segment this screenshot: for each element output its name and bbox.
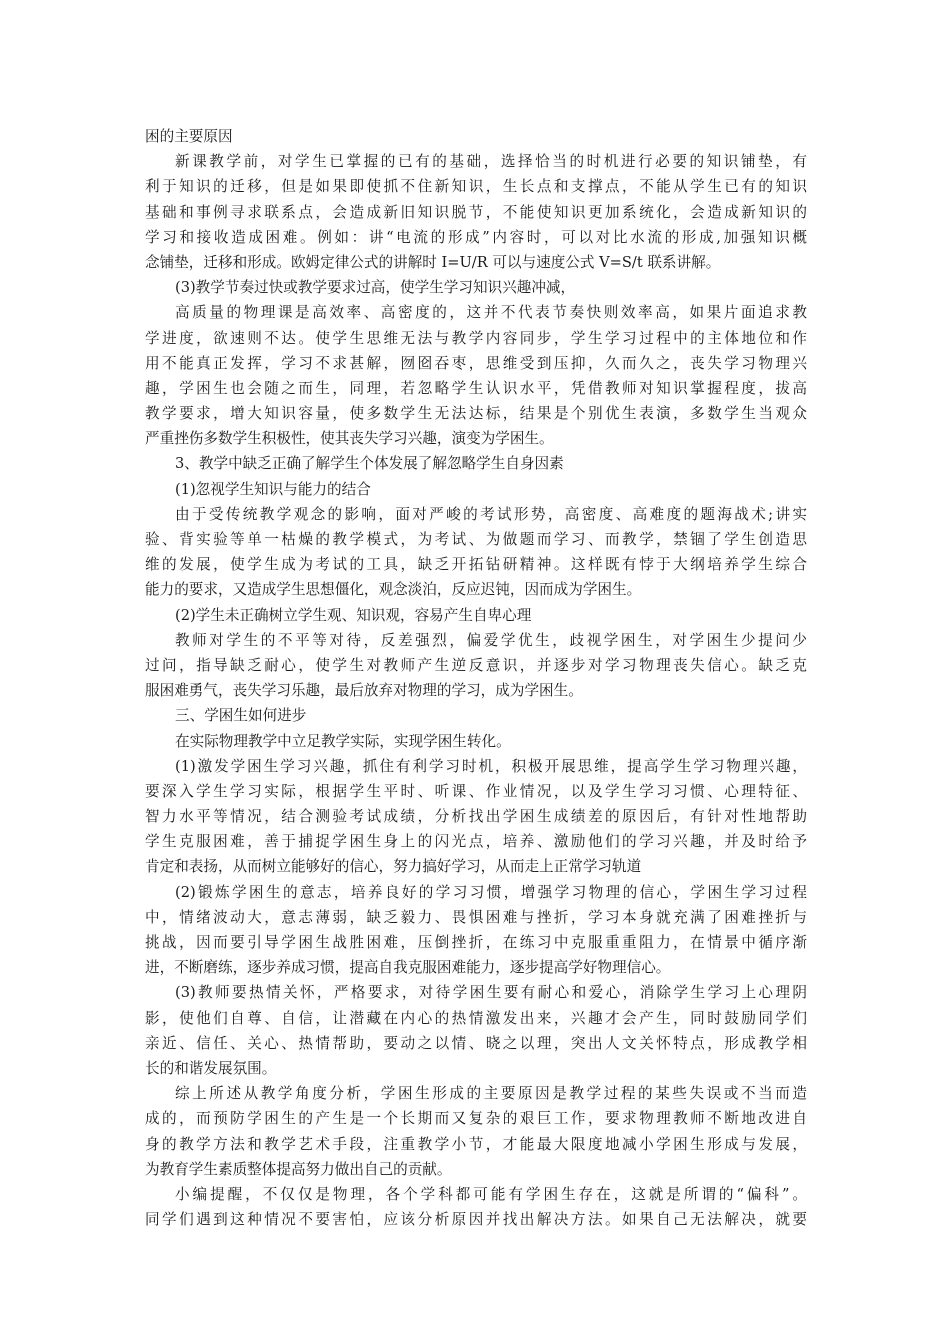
text-line: 影，使他们自尊、自信，让潜藏在内心的热情激发出来，兴趣才会产生，同时鼓励同学们 bbox=[145, 1009, 807, 1027]
text-line: 学习和接收造成困难。例如：讲“电流的形成”内容时，可以对比水流的形成,加强知识概 bbox=[145, 228, 807, 246]
text-line: 学生克服困难，善于捕捉学困生身上的闪光点，培养、激励他们的学习兴趣，并及时给予 bbox=[145, 833, 807, 851]
text-line: 同学们遇到这种情况不要害怕，应该分析原因并找出解决方法。如果自己无法解决，就要 bbox=[145, 1211, 807, 1229]
text-line: 利于知识的迁移，但是如果即使抓不住新知识，生长点和支撑点，不能从学生已有的知识 bbox=[145, 178, 807, 196]
text-line: 综上所述从教学角度分析，学困生形成的主要原因是教学过程的某些失误或不当而造 bbox=[175, 1085, 807, 1103]
text-line: (3)教学节奏过快或教学要求过高，使学生学习知识兴趣冲减， bbox=[175, 279, 576, 297]
text-line: (2)学生未正确树立学生观、知识观，容易产生自卑心理 bbox=[175, 606, 532, 624]
text-line: 服困难勇气，丧失学习乐趣，最后放弃对物理的学习，成为学困生。 bbox=[145, 682, 583, 700]
text-line: (1)激发学困生学习兴趣，抓住有利学习时机，积极开展思维，提高学生学习物理兴趣， bbox=[175, 757, 807, 775]
text-line: 验、背实验等单一枯燥的教学模式，为考试、为做题而学习、而教学，禁锢了学生创造思 bbox=[145, 531, 807, 548]
text-line: 中，情绪波动大，意志薄弱，缺乏毅力、畏惧困难与挫折，学习本身就充满了困难挫折与 bbox=[145, 908, 807, 926]
text-line: 挑战，因而要引导学困生战胜困难，压倒挫折，在练习中克服重重阻力，在情景中循序渐 bbox=[145, 934, 807, 951]
text-line: 维的发展，使学生成为考试的工具，缺乏开拓钻研精神。这样既有悖于大纲培养学生综合 bbox=[145, 556, 807, 574]
text-line: 进，不断磨练，逐步养成习惯，提高自我克服困难能力，逐步提高学好物理信心。 bbox=[145, 959, 671, 977]
text-line: 念铺垫，迁移和形成。欧姆定律公式的讲解时 I=U/R 可以与速度公式 V=S/t 联系讲解。 bbox=[145, 253, 721, 271]
text-line: 3、教学中缺乏正确了解学生个体发展了解忽略学生自身因素 bbox=[175, 455, 564, 473]
text-line: 成的，而预防学困生的产生是一个长期而又复杂的艰巨工作，要求物理教师不断地改进自 bbox=[145, 1110, 807, 1128]
text-line: 用不能真正发挥，学习不求甚解，囫囵吞枣，思维受到压抑，久而久之，丧失学习物理兴 bbox=[145, 354, 807, 372]
text-line: 困的主要原因 bbox=[145, 128, 233, 145]
text-line: 学进度，欲速则不达。使学生思维无法与教学内容同步，学生学习过程中的主体地位和作 bbox=[145, 329, 807, 347]
text-line: 趣，学困生也会随之而生，同理，若忽略学生认识水平，凭借教师对知识掌握程度，拔高 bbox=[145, 379, 807, 397]
text-line: (3)教师要热情关怀，严格要求，对待学困生要有耐心和爱心，消除学生学习上心理阴 bbox=[175, 984, 807, 1002]
text-line: 亲近、信任、关心、热情帮助，要动之以情、晓之以理，突出人文关怀特点，形成教学相 bbox=[145, 1034, 807, 1052]
text-line: 严重挫伤多数学生积极性，使其丧失学习兴趣，演变为学困生。 bbox=[145, 430, 554, 448]
document-body bbox=[145, 124, 807, 1232]
text-line: (1)忽视学生知识与能力的结合 bbox=[175, 480, 371, 498]
text-line: 高质量的物理课是高效率、高密度的，这并不代表节奏快则效率高，如果片面追求教 bbox=[175, 304, 807, 322]
text-line: 要深入学生学习实际，根据学生平时、听课、作业情况，以及学生学习习惯、心理特征、 bbox=[145, 782, 807, 800]
text-line: 能力的要求，又造成学生思想僵化，观念淡泊，反应迟钝，因而成为学困生。 bbox=[145, 581, 642, 599]
text-line: 长的和谐发展氛围。 bbox=[145, 1059, 277, 1077]
text-line: 过问，指导缺乏耐心，使学生对教师产生逆反意识，并逐步对学习物理丧失信心。缺乏克 bbox=[145, 656, 807, 674]
text-line: 由于受传统教学观念的影响，面对严峻的考试形势，高密度、高难度的题海战术;讲实 bbox=[175, 505, 807, 523]
text-line: 身的教学方法和教学艺术手段，注重教学小节，才能最大限度地减小学困生形成与发展， bbox=[145, 1135, 807, 1153]
text-line: (2)锻炼学困生的意志，培养良好的学习习惯，增强学习物理的信心，学困生学习过程 bbox=[175, 883, 807, 901]
text-line: 小编提醒，不仅仅是物理，各个学科都可能有学困生存在，这就是所谓的“偏科”。 bbox=[175, 1185, 807, 1203]
text-line: 在实际物理教学中立足教学实际，实现学困生转化。 bbox=[175, 732, 511, 750]
text-line: 三、学困生如何进步 bbox=[175, 707, 307, 725]
text-line: 肯定和表扬，从而树立能够好的信心，努力搞好学习，从而走上正常学习轨道 bbox=[145, 858, 642, 876]
text-line: 教师对学生的不平等对待，反差强烈，偏爱学优生，歧视学困生，对学困生少提问少 bbox=[175, 631, 807, 649]
text-line: 新课教学前，对学生已掌握的已有的基础，选择恰当的时机进行必要的知识铺垫，有 bbox=[175, 153, 807, 171]
text-line: 基础和事例寻求联系点，会造成新旧知识脱节，不能使知识更加系统化，会造成新知识的 bbox=[145, 203, 807, 221]
text-line: 智力水平等情况，结合测验考试成绩，分析找出学困生成绩差的原因后，有针对性地帮助 bbox=[145, 808, 807, 826]
text-line: 教学要求，增大知识容量，使多数学生无法达标，结果是个别优生表演，多数学生当观众 bbox=[145, 405, 807, 423]
text-line: 为教育学生素质整体提高努力做出自己的贡献。 bbox=[145, 1160, 452, 1178]
